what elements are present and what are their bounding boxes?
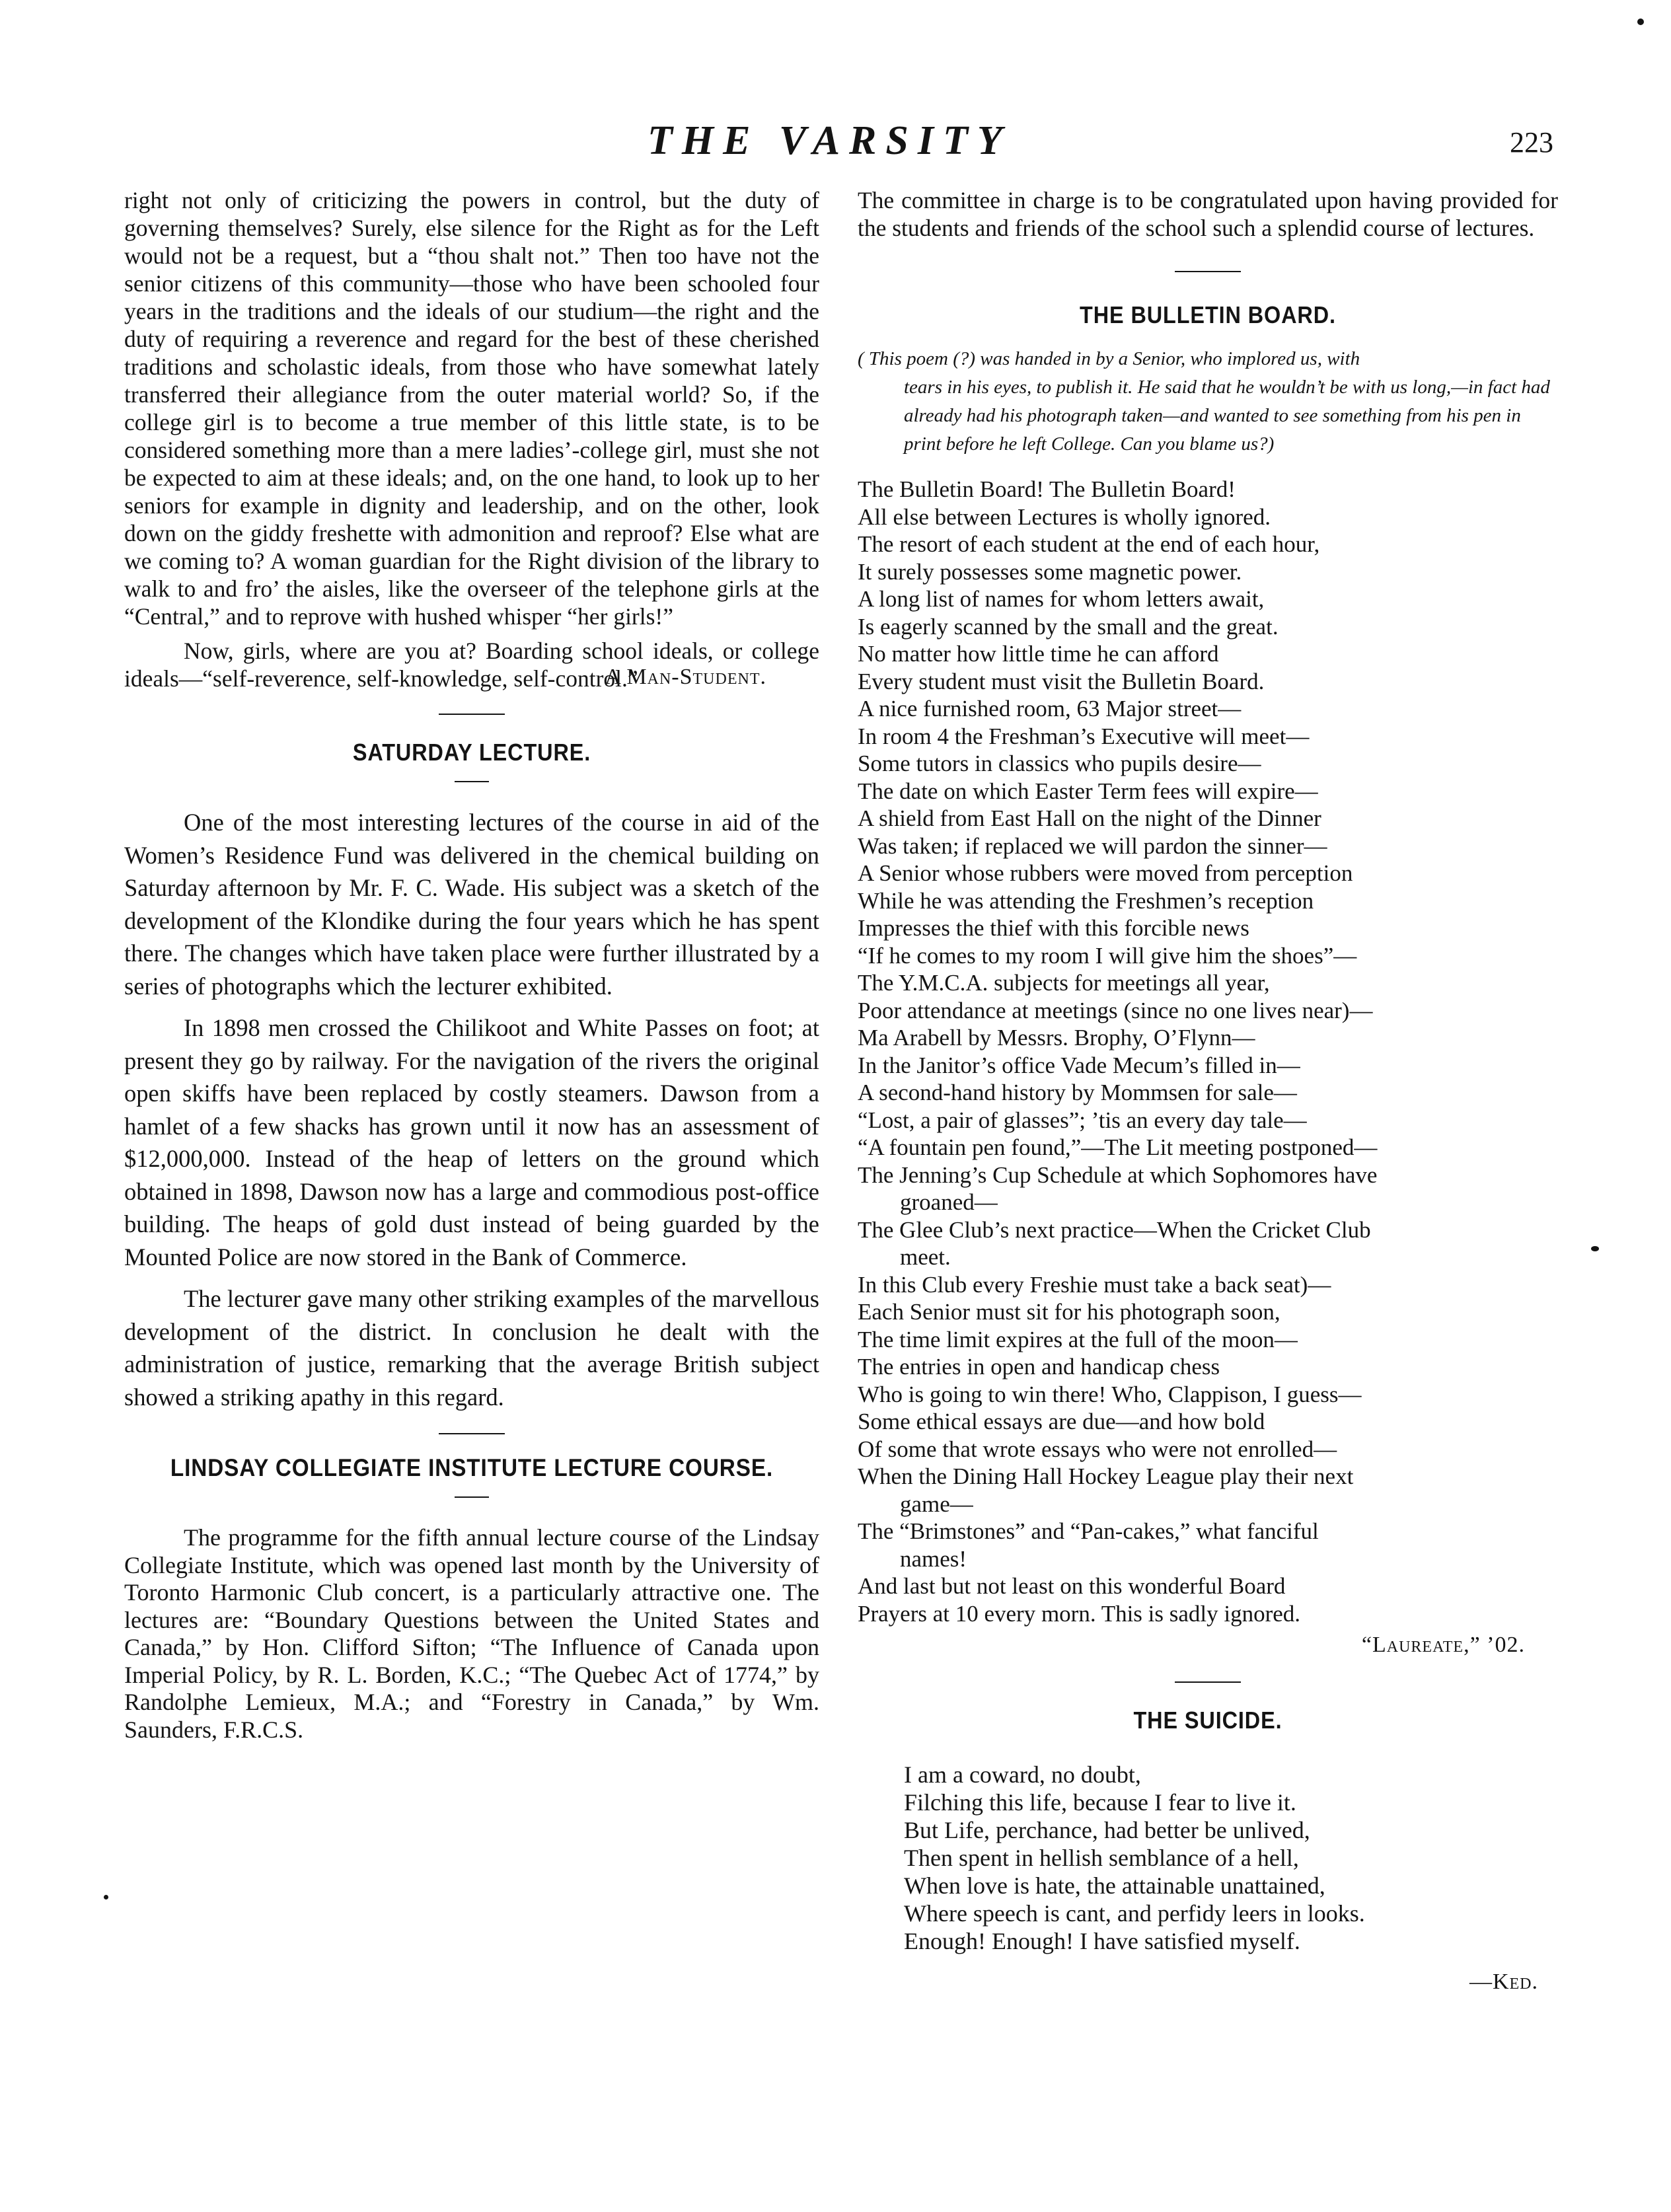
print-speck: [1591, 1246, 1599, 1251]
right-column: [858, 186, 1558, 1995]
bulletin-poem: [858, 476, 1558, 1627]
bulletin-poem-line: The Bulletin Board! The Bulletin Board!: [858, 476, 1236, 502]
page-number: 223: [1510, 126, 1553, 159]
bulletin-poem-line: Of some that wrote essays who were not enrolled—: [858, 1436, 1337, 1462]
bulletin-intro-continuation: tears in his eyes, to publish it. He said that he wouldn’t be with us long,—in fact had already had his photograph taken—and wanted to see something from his pen in print before he left College. Can you blame us?): [904, 377, 1550, 455]
print-speck: [1637, 18, 1644, 25]
heading-underline: [455, 781, 489, 782]
bulletin-poem-line: In room 4 the Freshman’s Executive will meet—: [858, 723, 1310, 749]
bulletin-poem-line: In this Club every Freshie must take a back seat)—: [858, 1271, 1331, 1298]
committee-paragraph: The committee in charge is to be congratulated upon having provided for the students and friends of the school such a splendid course of lectures.: [858, 187, 1558, 241]
bulletin-poem-line: Was taken; if replaced we will pardon the sinner—: [858, 832, 1327, 859]
lindsay-heading: LINDSAY COLLEGIATE INSTITUTE LECTURE COURSE.: [170, 1454, 774, 1481]
suicide-poem-line: When love is hate, the attainable unattained,: [904, 1872, 1325, 1899]
lecture-paragraph: One of the most interesting lectures of the course in aid of the Women’s Residence Fund was delivered in the chemical building on Saturday afternoon by Mr. F. C. Wade. His subject was a sketch of the development of the Klondike during the four years which he has spent there. The changes which have taken place were further illustrated by a series of photographs which the lecturer exhibited.: [124, 809, 819, 1000]
bulletin-poem-line: It surely possesses some magnetic power.: [858, 558, 1242, 585]
bulletin-poem-line: In the Janitor’s office Vade Mecum’s filled in—: [858, 1052, 1300, 1078]
section-divider: [439, 714, 505, 715]
bulletin-poem-line: The time limit expires at the full of the moon—: [858, 1326, 1298, 1352]
bulletin-poem-line: And last but not least on this wonderful Board: [858, 1573, 1286, 1599]
bulletin-poem-line: Is eagerly scanned by the small and the great.: [858, 613, 1279, 640]
bulletin-poem-line: While he was attending the Freshmen’s reception: [858, 887, 1314, 914]
letter-paragraph: right not only of criticizing the powers in control, but the duty of governing themselves? Surely, else silence for the Right as for the Left would not be a request, but a “thou shalt not.” Then too have not the senior citizens of this community—those who have been schooled four years in the traditions and the ideals of our studium—the right and the duty of requiring a reverence and regard for the best of these cherished traditions and scholastic ideals, from those who have somewhat lately transferred their allegiance from the outer material world? So, if the college girl is to become a true member of this little state, is to be considered something more than a mere ladies’-college girl, must she not be expected to aim at these ideals; and, on the one hand, to look up to her seniors for example in dignity and leadership, and on the other, look down on the giddy freshette with admonition and reproof? Else what are we coming to? A woman guardian for the Right division of the library to walk to and fro’ the aisles, like the overseer of the telephone girls at the “Central,” and to reprove with hushed whisper “her girls!”: [124, 187, 819, 630]
bulletin-poem-line: Some tutors in classics who pupils desire—: [858, 751, 1261, 776]
bulletin-poem-line: No matter how little time he can afford: [858, 641, 1219, 667]
bulletin-poem-line: A nice furnished room, 63 Major street—: [858, 696, 1242, 721]
bulletin-intro-first-line: ( This poem (?) was handed in by a Senior, who implored us, with: [858, 348, 1360, 369]
bulletin-poem-line: groaned—: [900, 1189, 998, 1215]
masthead-title: THE VARSITY: [648, 118, 1012, 163]
bulletin-poem-line: The date on which Easter Term fees will expire—: [858, 778, 1318, 804]
bulletin-poem-line: The entries in open and handicap chess: [858, 1354, 1220, 1380]
bulletin-poem-line: “A fountain pen found,”—The Lit meeting postponed—: [858, 1134, 1378, 1160]
letter-paragraph: Now, girls, where are you at? Boarding school ideals, or college ideals—“self-reverence, self-knowledge, self-control.”: [124, 638, 819, 692]
suicide-signature: —Ked.: [1469, 1970, 1538, 1994]
bulletin-poem-line: “Lost, a pair of glasses”; ’tis an every day tale—: [858, 1107, 1307, 1133]
bulletin-board-heading: THE BULLETIN BOARD.: [1080, 301, 1336, 328]
bulletin-poem-line: Each Senior must sit for his photograph soon,: [858, 1299, 1281, 1325]
bulletin-poem-line: The Glee Club’s next practice—When the Cricket Club: [858, 1216, 1371, 1243]
bulletin-poem-line: game—: [900, 1491, 973, 1517]
bulletin-poem-line: The Y.M.C.A. subjects for meetings all year,: [858, 970, 1270, 996]
print-speck: [104, 1895, 108, 1899]
bulletin-poem-line: Prayers at 10 every morn. This is sadly ignored.: [858, 1600, 1301, 1627]
bulletin-poem-line: Some ethical essays are due—and how bold: [858, 1409, 1265, 1434]
bulletin-intro-note: [858, 345, 1558, 459]
left-column: [124, 186, 819, 1744]
suicide-poem-line: Filching this life, because I fear to live it.: [904, 1789, 1296, 1816]
suicide-poem-line: Then spent in hellish semblance of a hell,: [904, 1845, 1299, 1871]
bulletin-poem-line: Poor attendance at meetings (since no one lives near)—: [858, 997, 1373, 1023]
bulletin-poem-line: names!: [900, 1545, 967, 1572]
lecture-paragraph: In 1898 men crossed the Chilikoot and White Passes on foot; at present they go by railway. For the navigation of the rivers the original open skiffs have been replaced by costly steamers. Dawson from a hamlet of a few shacks has grown until it now has an assessment of $12,000,000. Instead of the heap of letters on the ground which obtained in 1898, Dawson now has a large and commodious post-office building. The heaps of gold dust instead of being guarded by the Mounted Police are now stored in the Bank of Commerce.: [124, 1014, 819, 1271]
bulletin-poem-line: A long list of names for whom letters await,: [858, 586, 1265, 612]
lecture-paragraph: The lecturer gave many other striking examples of the marvellous development of the district. In conclusion he dealt with the administration of justice, remarking that the average British subject showed a striking apathy in this regard.: [124, 1285, 819, 1411]
bulletin-poem-line: Who is going to win there! Who, Clappison, I guess—: [858, 1381, 1362, 1407]
bulletin-poem-line: Ma Arabell by Messrs. Brophy, O’Flynn—: [858, 1025, 1255, 1051]
bulletin-poem-line: Every student must visit the Bulletin Board.: [858, 668, 1265, 694]
section-divider: [1175, 1681, 1241, 1683]
bulletin-poem-line: When the Dining Hall Hockey League play their next: [858, 1463, 1354, 1489]
bulletin-signature: “Laureate,” ’02.: [1361, 1633, 1525, 1657]
section-divider: [1175, 271, 1241, 272]
bulletin-poem-line: The “Brimstones” and “Pan-cakes,” what fanciful: [858, 1518, 1319, 1544]
bulletin-poem-line: The resort of each student at the end of each hour,: [858, 531, 1320, 557]
suicide-poem-line: Enough! Enough! I have satisfied myself.: [904, 1928, 1300, 1954]
suicide-poem-line: I am a coward, no doubt,: [904, 1761, 1141, 1788]
bulletin-poem-line: All else between Lectures is wholly ignored.: [858, 503, 1271, 530]
heading-underline: [455, 1496, 489, 1498]
bulletin-poem-line: A second-hand history by Mommsen for sale—: [858, 1080, 1297, 1105]
lindsay-paragraph: The programme for the fifth annual lecture course of the Lindsay Collegiate Institute, which was opened last month by the University of Toronto Harmonic Club concert, is a particularly attractive one. The lectures are: “Boundary Questions between the United States and Canada,” by Hon. Clifford Sifton; “The Influence of Canada upon Imperial Policy, by R. L. Borden, K.C.; “The Quebec Act of 1774,” by Randolphe Lemieux, M.A.; and “Forestry in Canada,” by Wm. Saunders, F.R.C.S.: [124, 1524, 819, 1743]
suicide-poem: [858, 1761, 1558, 1955]
bulletin-poem-line: “If he comes to my room I will give him the shoes”—: [858, 942, 1357, 969]
bulletin-poem-line: The Jenning’s Cup Schedule at which Sophomores have: [858, 1161, 1378, 1188]
bulletin-poem-line: A shield from East Hall on the night of the Dinner: [858, 805, 1321, 831]
bulletin-poem-line: Impresses the thief with this forcible news: [858, 915, 1249, 941]
suicide-poem-line: But Life, perchance, had better be unlived,: [904, 1817, 1310, 1843]
bulletin-poem-line: A Senior whose rubbers were moved from perception: [858, 860, 1353, 886]
suicide-heading: THE SUICIDE.: [1133, 1707, 1282, 1734]
saturday-lecture-heading: SATURDAY LECTURE.: [352, 739, 591, 766]
letter-signature: A Man-Student.: [605, 665, 766, 689]
section-divider: [439, 1433, 505, 1434]
bulletin-poem-line: meet.: [900, 1244, 951, 1270]
suicide-poem-line: Where speech is cant, and perfidy leers in looks.: [904, 1900, 1365, 1927]
